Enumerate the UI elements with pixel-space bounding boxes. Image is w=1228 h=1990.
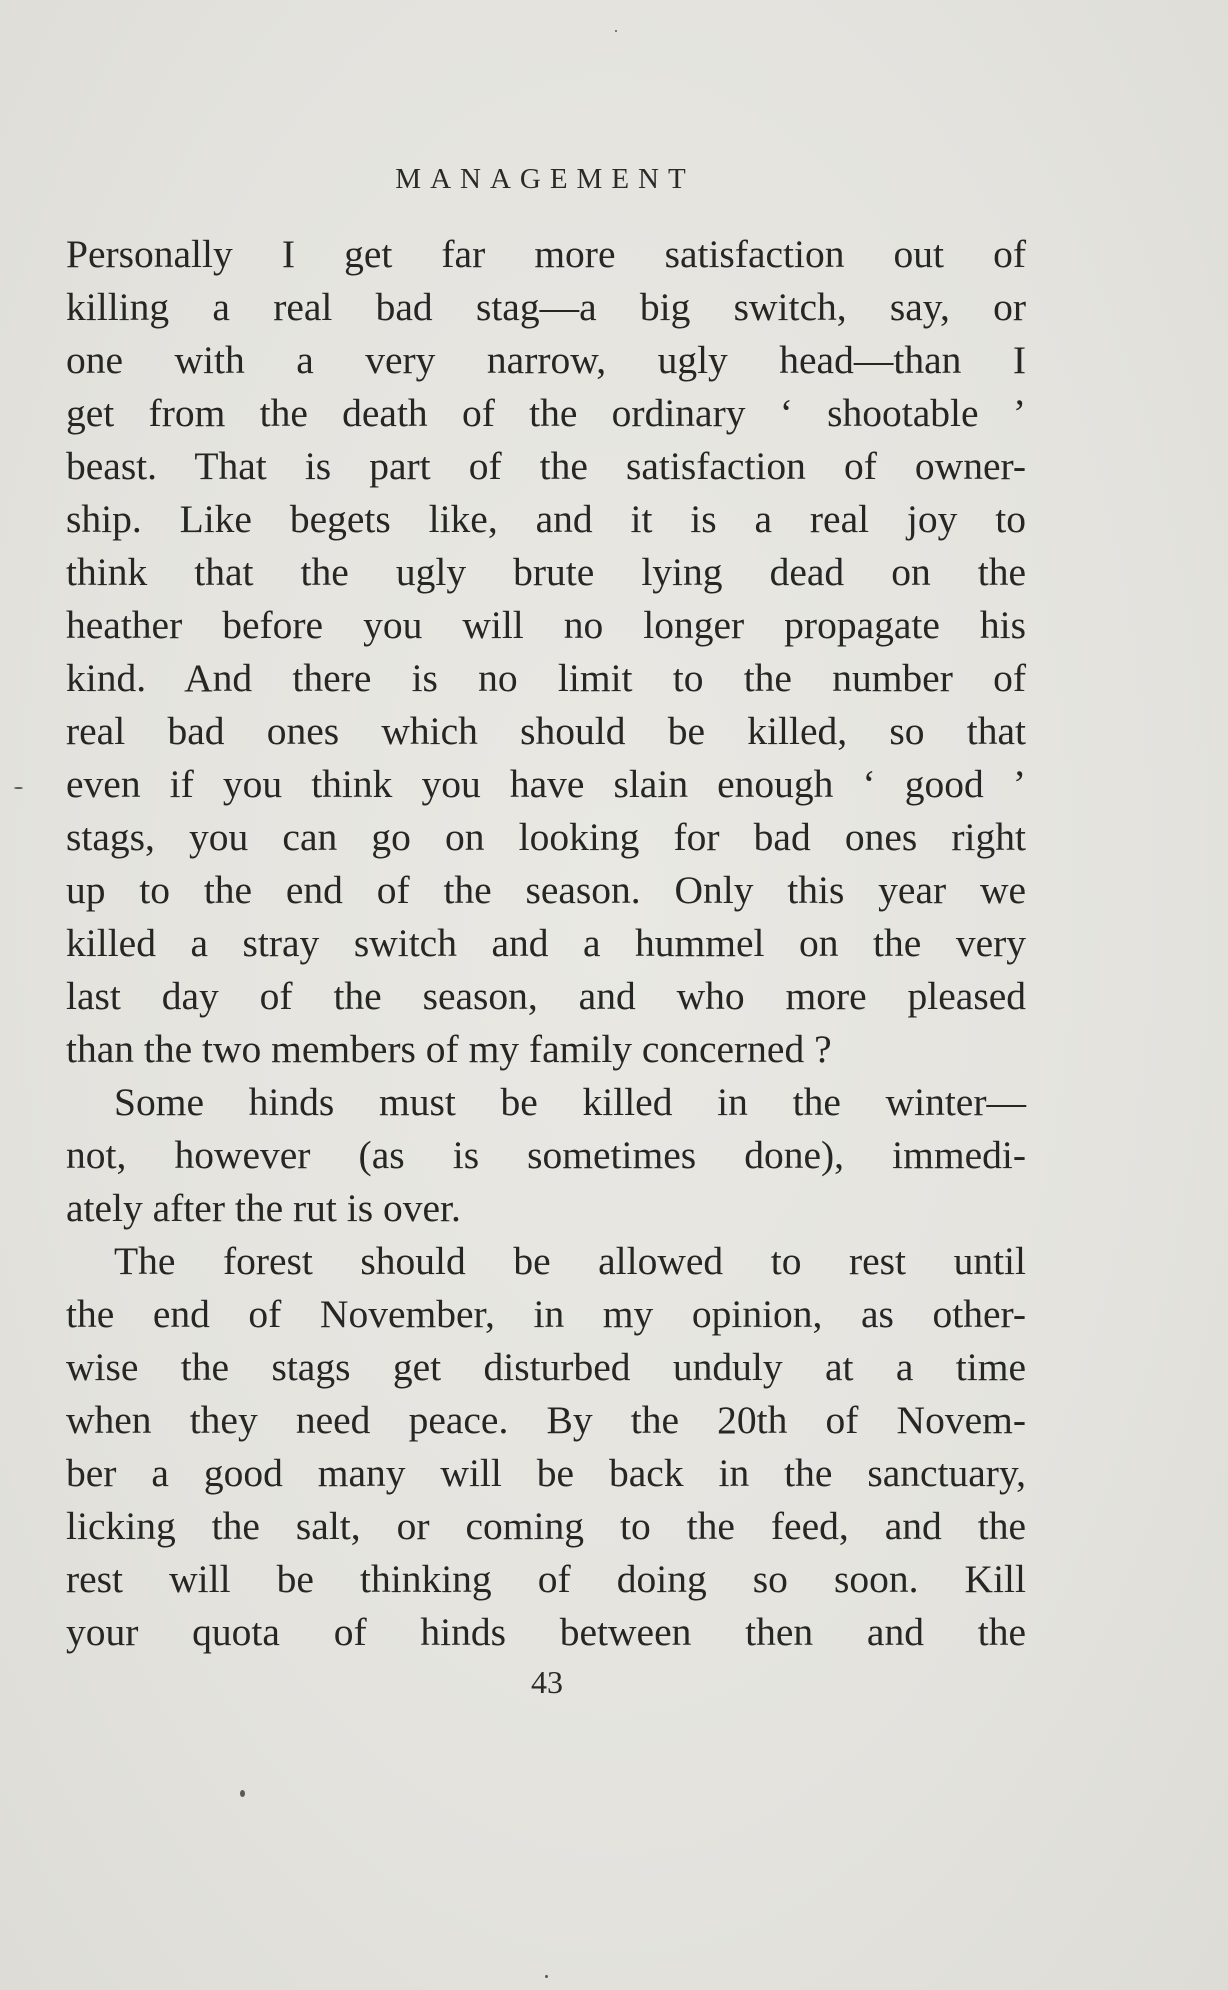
text-line: think that the ugly brute lying dead on the bbox=[66, 550, 1026, 594]
paper-speck bbox=[14, 787, 23, 789]
paper-speck bbox=[545, 1975, 548, 1978]
text-line: the end of November, in my opinion, as other- bbox=[66, 1292, 1026, 1336]
text-line: killed a stray switch and a hummel on the very bbox=[66, 921, 1026, 965]
text-line: one with a very narrow, ugly head—than I bbox=[66, 338, 1026, 382]
text-line: when they need peace. By the 20th of Novem- bbox=[66, 1398, 1026, 1442]
text-line: up to the end of the season. Only this year we bbox=[66, 868, 1026, 912]
text-line: real bad ones which should be killed, so that bbox=[66, 709, 1026, 753]
page-number: 43 bbox=[531, 1664, 563, 1700]
text-line: get from the death of the ordinary ‘ shootable ’ bbox=[66, 391, 1026, 435]
text-line: your quota of hinds between then and the bbox=[66, 1610, 1026, 1654]
body-text bbox=[66, 228, 1026, 1659]
paper-speck bbox=[615, 30, 617, 32]
text-line: killing a real bad stag—a big switch, say, or bbox=[66, 285, 1026, 329]
text-line: ship. Like begets like, and it is a real joy to bbox=[66, 497, 1026, 541]
text-line: ber a good many will be back in the sanctuary, bbox=[66, 1451, 1026, 1495]
text-line: wise the stags get disturbed unduly at a time bbox=[66, 1345, 1026, 1389]
running-head: MANAGEMENT bbox=[395, 163, 695, 195]
text-line: Some hinds must be killed in the winter— bbox=[114, 1080, 1026, 1124]
text-line: heather before you will no longer propagate his bbox=[66, 603, 1026, 647]
text-line: Personally I get far more satisfaction out of bbox=[66, 232, 1026, 276]
text-line: beast. That is part of the satisfaction of owner- bbox=[66, 444, 1026, 488]
text-line: ately after the rut is over. bbox=[66, 1186, 461, 1230]
text-line: stags, you can go on looking for bad ones right bbox=[66, 815, 1026, 859]
paper-speck bbox=[240, 1790, 245, 1797]
text-line: licking the salt, or coming to the feed, and the bbox=[66, 1504, 1026, 1548]
text-line: last day of the season, and who more pleased bbox=[66, 974, 1026, 1018]
text-line: The forest should be allowed to rest until bbox=[114, 1239, 1026, 1283]
text-line: rest will be thinking of doing so soon. Kill bbox=[66, 1557, 1026, 1601]
text-line: even if you think you have slain enough ‘ good ’ bbox=[66, 762, 1026, 806]
text-line: than the two members of my family concerned ? bbox=[66, 1027, 832, 1071]
text-line: not, however (as is sometimes done), immedi- bbox=[66, 1133, 1026, 1177]
text-line: kind. And there is no limit to the number of bbox=[66, 656, 1026, 700]
